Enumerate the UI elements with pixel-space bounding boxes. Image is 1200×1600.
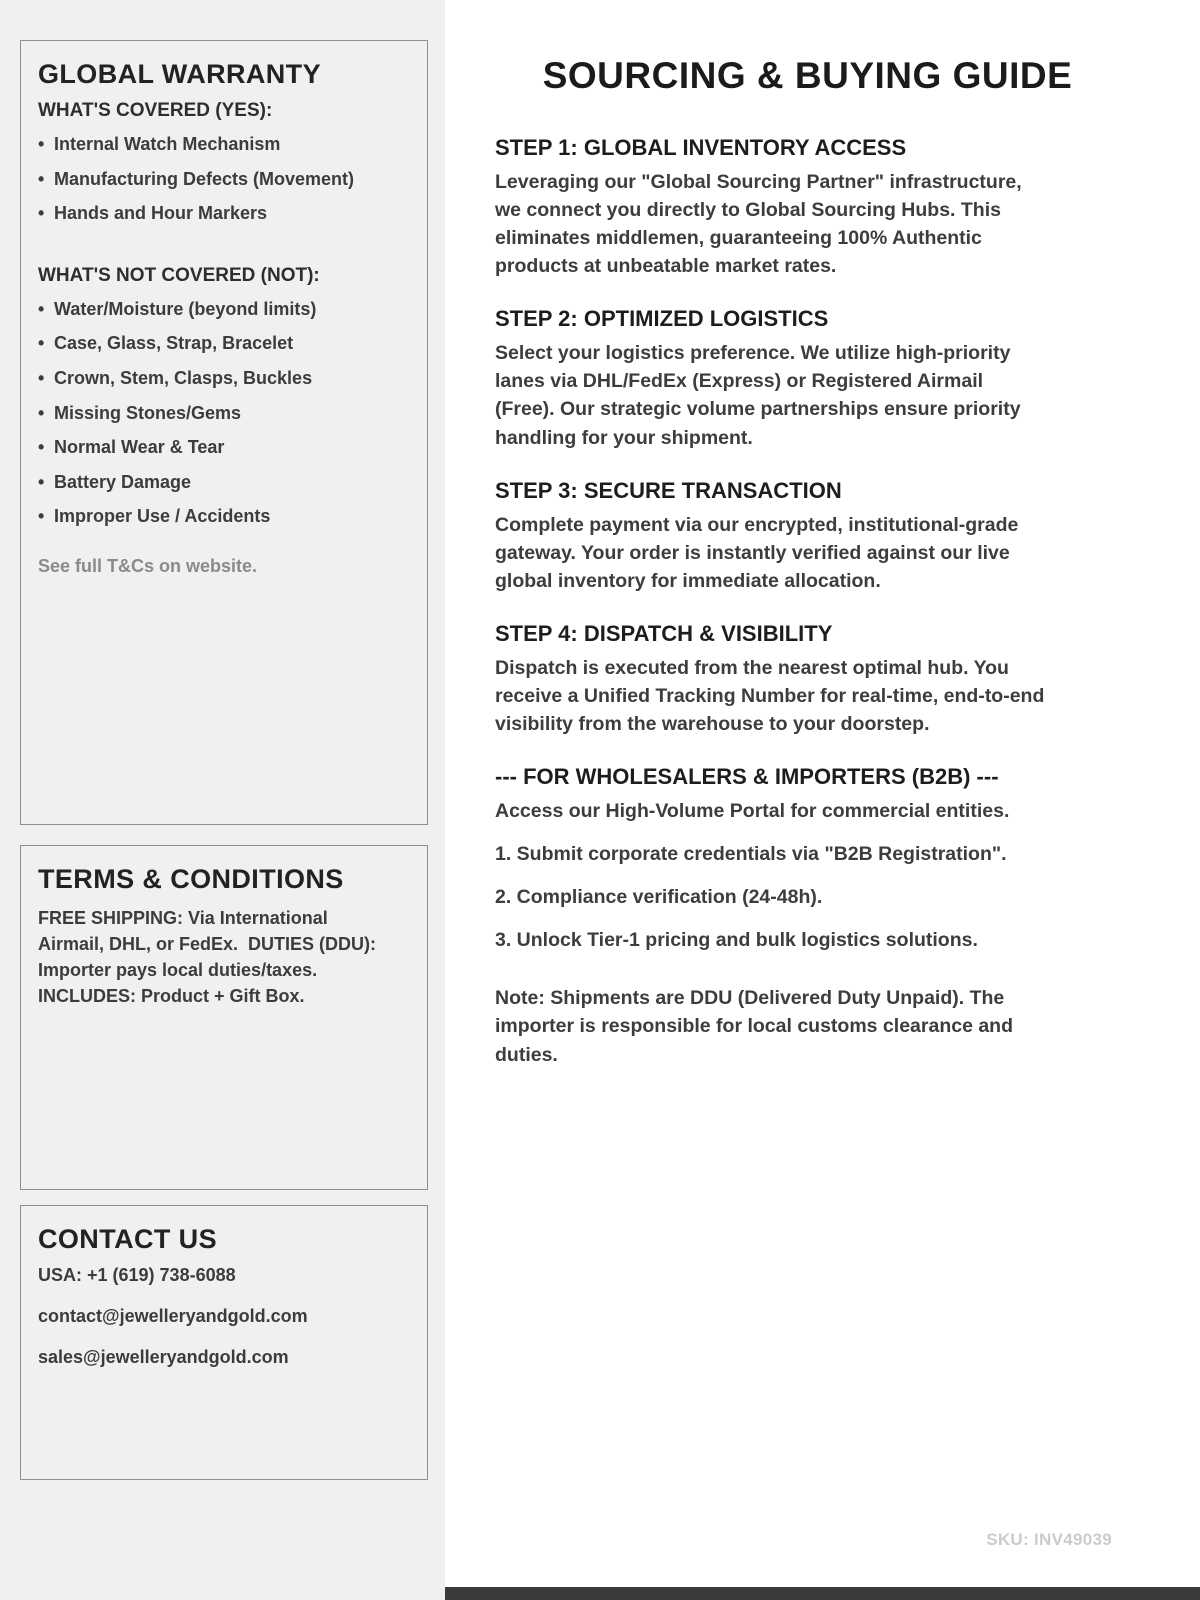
b2b-heading: --- FOR WHOLESALERS & IMPORTERS (B2B) --- bbox=[495, 764, 999, 790]
main-content bbox=[445, 0, 1200, 1600]
not-covered-heading: WHAT'S NOT COVERED (NOT): bbox=[38, 264, 320, 286]
warranty-panel bbox=[20, 40, 428, 825]
b2b-note: Note: Shipments are DDU (Delivered Duty Unpaid). The importer is responsible for local customs clearance and duties. bbox=[495, 987, 1014, 1066]
step-1-heading: STEP 1: GLOBAL INVENTORY ACCESS bbox=[495, 135, 907, 160]
list-item: • Water/Moisture (beyond limits) bbox=[38, 299, 410, 321]
list-item: • Hands and Hour Markers bbox=[38, 203, 410, 225]
list-item: • Manufacturing Defects (Movement) bbox=[38, 169, 410, 191]
step-3-body: Complete payment via our encrypted, institutional-grade gateway. Your order is instantly verified against our live global inventory for immediate allocation. bbox=[495, 513, 1019, 592]
b2b-item-3: 3. Unlock Tier-1 pricing and bulk logistics solutions. bbox=[495, 929, 978, 952]
list-item: • Battery Damage bbox=[38, 472, 410, 494]
step-2-body: Select your logistics preference. We utilize high-priority lanes via DHL/FedEx (Express) or Registered Airmail (Free). Our strategic volume partnerships ensure priority handling for your shipment. bbox=[495, 342, 1021, 449]
step-1-body: Leveraging our "Global Sourcing Partner" infrastructure, we connect you directly to Global Sourcing Hubs. This eliminates middlemen, guaranteeing 100% Authentic products at unbeatable market rates. bbox=[495, 171, 1022, 278]
list-item: • Missing Stones/Gems bbox=[38, 403, 410, 425]
contact-email-sales: sales@jewelleryandgold.com bbox=[38, 1347, 289, 1367]
list-item: • Normal Wear & Tear bbox=[38, 437, 410, 459]
warranty-title: GLOBAL WARRANTY bbox=[38, 59, 321, 89]
sidebar bbox=[0, 0, 445, 1600]
step-4-body: Dispatch is executed from the nearest optimal hub. You receive a Unified Tracking Number for real-time, end-to-end visibility from the warehouse to your doorstep. bbox=[495, 656, 1045, 736]
b2b-item-2: 2. Compliance verification (24-48h). bbox=[495, 886, 823, 909]
contact-panel bbox=[20, 1205, 428, 1480]
page-title: SOURCING & BUYING GUIDE bbox=[542, 55, 1073, 96]
step-3-heading: STEP 3: SECURE TRANSACTION bbox=[495, 477, 842, 503]
step-4-heading: STEP 4: DISPATCH & VISIBILITY bbox=[495, 620, 833, 646]
step-1-section bbox=[495, 135, 1120, 280]
contact-email-primary: contact@jewelleryandgold.com bbox=[38, 1306, 308, 1326]
footer-bar bbox=[445, 1587, 1200, 1600]
terms-title: TERMS & CONDITIONS bbox=[38, 864, 344, 894]
sku-label: SKU: INV49039 bbox=[986, 1530, 1112, 1549]
covered-heading: WHAT'S COVERED (YES): bbox=[38, 100, 273, 121]
step-2-section bbox=[495, 306, 1120, 451]
not-covered-list bbox=[38, 299, 410, 528]
contact-phone: USA: +1 (619) 738-6088 bbox=[38, 1265, 236, 1285]
step-3-section bbox=[495, 478, 1120, 595]
b2b-intro: Access our High-Volume Portal for commercial entities. bbox=[495, 800, 1010, 823]
contact-title: CONTACT US bbox=[38, 1224, 217, 1254]
terms-body: FREE SHIPPING: Via International Airmail, DHL, or FedEx. DUTIES (DDU): Importer pays local duties/taxes. INCLUDES: Product + Gift Box. bbox=[38, 908, 382, 1007]
step-2-heading: STEP 2: OPTIMIZED LOGISTICS bbox=[495, 306, 829, 332]
list-item: • Improper Use / Accidents bbox=[38, 506, 410, 528]
terms-panel bbox=[20, 845, 428, 1190]
list-item: • Internal Watch Mechanism bbox=[38, 134, 410, 156]
list-item: • Case, Glass, Strap, Bracelet bbox=[38, 333, 410, 355]
covered-list bbox=[38, 134, 410, 225]
step-4-section bbox=[495, 621, 1120, 738]
b2b-item-1: 1. Submit corporate credentials via "B2B Registration". bbox=[495, 843, 1007, 866]
main-column bbox=[495, 55, 1120, 1069]
b2b-section bbox=[495, 764, 1120, 1069]
warranty-footnote: See full T&Cs on website. bbox=[38, 555, 258, 576]
list-item: • Crown, Stem, Clasps, Buckles bbox=[38, 368, 410, 390]
